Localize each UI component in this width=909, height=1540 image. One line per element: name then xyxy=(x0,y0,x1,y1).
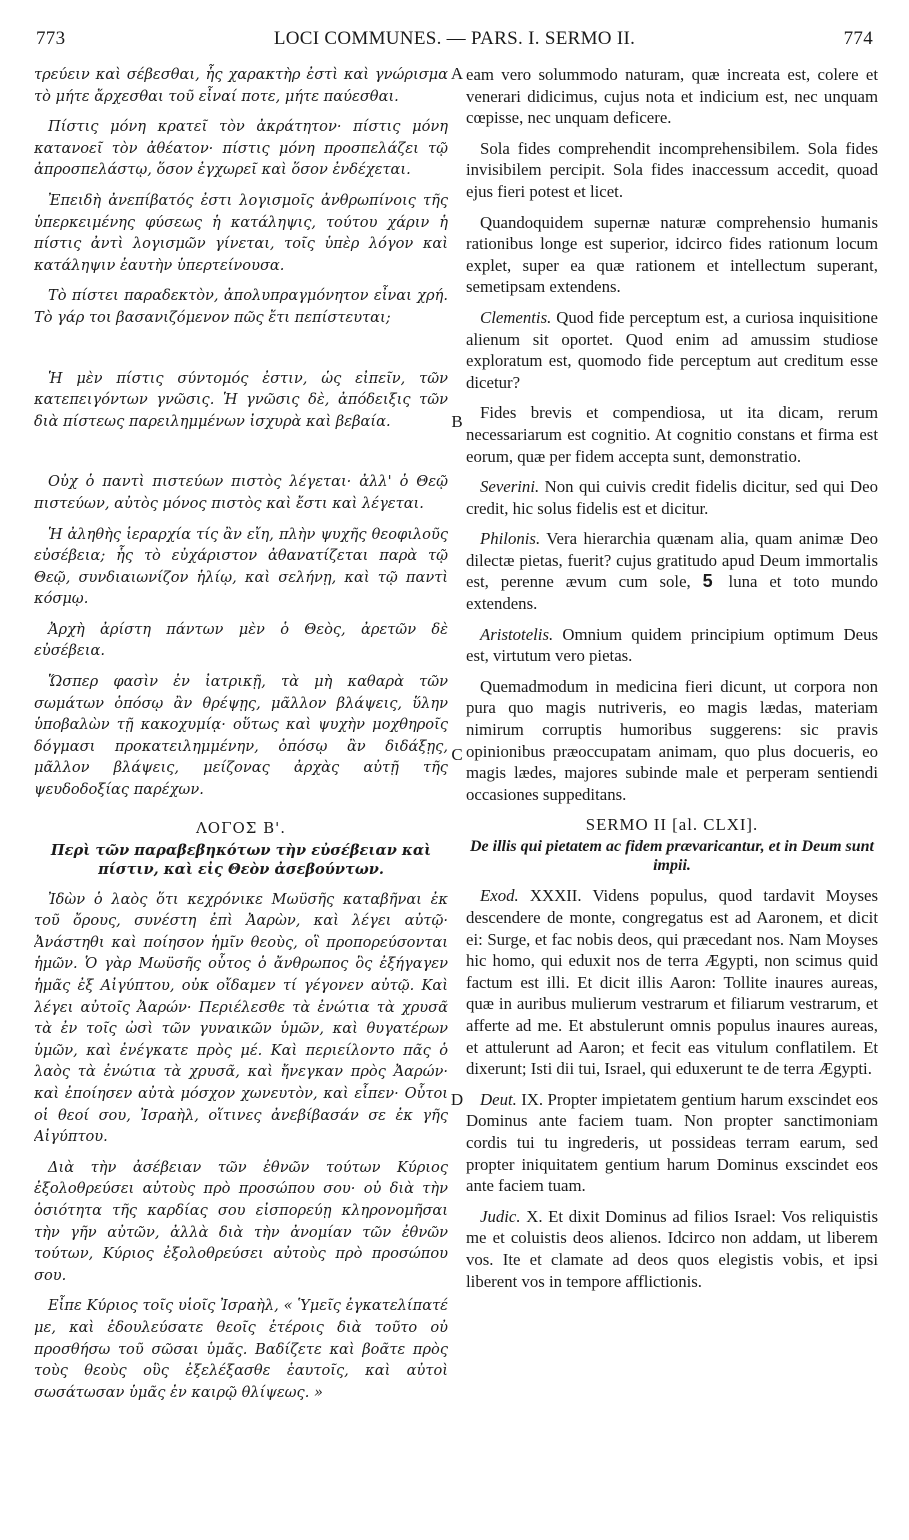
latin-paragraph xyxy=(466,624,878,667)
section-heading-greek: ΛΟΓΟΣ Β'. xyxy=(195,818,287,837)
margin-marker-b: B xyxy=(451,412,463,431)
column-gap xyxy=(34,441,448,471)
latin-paragraph xyxy=(466,528,878,614)
greek-paragraph: τρεύειν καὶ σέβεσθαι, ἧς χαρακτὴρ ἐστὶ καὶ γνώρισμα τὸ μήτε ἄρχεσθαι τοῦ εἶναί ποτε, μήτε παύεσθαι. xyxy=(34,66,448,105)
latin-paragraph: Sola fides comprehendit incomprehensibilem. Sola fides invisibilem percipit. Sola fides inaccessum accedit, quoad ejus fieri potest et licet. xyxy=(466,138,878,201)
latin-paragraph: Quandoquidem supernæ naturæ comprehensio humanis rationibus longe est superior, idcirco fides rationum locum explet, super ea quæ rationem et intellectum superant, semetipsam extendens. xyxy=(466,212,878,297)
source-attribution: Clementis. xyxy=(480,307,552,327)
margin-marker-a: A xyxy=(450,64,464,83)
section-subheading-latin: De illis qui pietatem ac fidem prævaricantur, et in Deum sunt impii. xyxy=(469,838,874,875)
source-attribution: Exod. xyxy=(480,886,519,906)
page-number-left: 773 xyxy=(36,28,66,49)
section-heading-latin: SERMO II [al. CLXI]. xyxy=(585,815,759,835)
latin-column xyxy=(466,64,878,1530)
source-attribution: Philonis. xyxy=(480,529,541,549)
greek-paragraph: Ὥσπερ φασὶν ἐν ἰατρικῇ, τὰ μὴ καθαρὰ τῶν σωμάτων ὁπόσῳ ἂν θρέψῃς, μᾶλλον βλάψεις, ὕλην ὑποβαλὼν τῇ κακοχυμίᾳ· οὕτως καὶ ψυχὴν μοχθηροῖς δόγμασι προκατειλημμένην, ὁπόσῳ ἂν διδάξῃς, μᾶλλον βλάψεις, μείζονας ἀρχὰς αὐτῇ τῆς ψευδοδοξίας παρέχων. xyxy=(34,673,448,799)
greek-paragraph: Εἶπε Κύριος τοῖς υἱοῖς Ἰσραὴλ, « Ὑμεῖς ἐγκατελίπατέ με, καὶ ἐδουλεύσατε θεοῖς ἑτέροις διὰ τοῦτο οὐ προσθήσω τοῦ σῶσαι ὑμᾶς. Βαδίζετε καὶ βοᾶτε πρὸς τοὺς θεοὺς οὓς ἐξελέξασθε ἑαυτοῖς, καὶ αὐτοὶ σωσάτωσαν ὑμᾶς ἐν καιρῷ θλίψεως. » xyxy=(34,1297,448,1401)
latin-text: luna et toto mundo extendens. xyxy=(466,572,878,614)
latin-paragraph: eam vero solummodo naturam, quæ increata est, colere et venerari didicimus, cujus nota et indicium est, nec unquam cœpisse, nec unquam deficere. xyxy=(466,65,878,128)
latin-text: IX. Propter impietatem gentium harum exscindet eos Dominus ante faciem tuam. Non propter sanctimoniam cordis tui tu ingrederis, ut possideas terram earum, sed propter iniquitatem gentium harum Dominus exscindet eos ante faciem tuam. xyxy=(466,1089,878,1196)
latin-paragraph xyxy=(466,1206,878,1292)
source-attribution: Deut. xyxy=(480,1089,517,1109)
latin-text: Quod fide perceptum est, a curiosa inquisitione alienum sit oportet. Quod enim ad amussim studiose exploratum est, quomodo fide perceptum aut creditum esse dicetur? xyxy=(466,307,878,392)
greek-paragraph: Ἡ μὲν πίστις σύντομός ἐστιν, ὡς εἰπεῖν, τῶν κατεπειγόντων γνῶσις. Ἡ γνῶσις δὲ, ἀπόδειξις τῶν διὰ πίστεως παρειλημμένων ἰσχυρὰ καὶ βεβαία. xyxy=(34,369,448,430)
column-gap xyxy=(34,338,448,368)
latin-text: Non qui cuivis credit fidelis dicitur, sed qui Deo credit, hic solus fidelis est et dicitur. xyxy=(466,477,878,518)
greek-paragraph: Ἰδὼν ὁ λαὸς ὅτι κεχρόνικε Μωϋσῆς καταβῆναι ἐκ τοῦ ὄρους, συνέστη ἐπὶ Ἀαρὼν, καὶ λέγει αὐτῷ· Ἀνάστηθι καὶ ποίησον ἡμῖν θεοὺς, οἳ προπορεύσονται ἡμῶν. Ὁ γὰρ Μωϋσῆς οὗτος ὁ ἄνθρωπος ὃς ἐξήγαγεν ἡμᾶς ἐξ Αἰγύπτου, οὐκ οἴδαμεν τί γέγονεν αὐτῷ. Καὶ λέγει αὐτοῖς Ἀαρών· Περιέλεσθε τὰ ἐνώτια τὰ χρυσᾶ τὰ ἐν τοῖς ὠσὶ τῶν γυναικῶν ὑμῶν, καὶ θυγατέρων ὑμῶν, καὶ ἐνέγκατε πρὸς μέ. Καὶ περιείλοντο πᾶς ὁ λαὸς τὰ ἐνώτια τὰ χρυσᾶ, καὶ ἤνεγκαν πρὸς Ἀαρών· καὶ ἐποίησεν αὐτὰ μόσχον χωνευτὸν, καὶ εἶπεν· Οὗτοι οἱ θεοί σου, Ἰσραὴλ, οἵτινες ἀνεβίβασάν σε ἐκ γῆς Αἰγύπτου. xyxy=(34,890,448,1146)
source-attribution: Aristotelis. xyxy=(480,624,554,644)
latin-text: X. Et dixit Dominus ad filios Israel: Vos reliquistis me et coluistis deos alienos. Idcirco non addam, ut liberem vos. Ite et clamate ad deos quos elegistis vobis, et ipsi liberent vos in tempore afflictionis. xyxy=(466,1206,878,1291)
latin-text: Vera hierarchia quænam alia, quam animæ Deo dilectæ pietas, fuerit? cujus gratitudo apud Deum immortalis est, perenne ævum cum sole, xyxy=(466,529,878,592)
source-attribution: Judic. xyxy=(480,1206,521,1226)
latin-paragraph: Fides brevis et compendiosa, ut ita dicam, rerum necessariarum est cognitio. At cognitio constans et firma est eorum, quæ per fidem accepta sunt, demonstratio. xyxy=(466,403,878,466)
greek-paragraph: Διὰ τὴν ἀσέβειαν τῶν ἐθνῶν τούτων Κύριος ἐξολοθρεύσει αὐτοὺς πρὸ προσώπου σου· οὐ διὰ τὴν ὁσιότητα τῆς καρδίας σου εἰσπορεύῃ κληρονομῆσαι τὴν γῆν αὐτῶν, ἀλλὰ διὰ τὴν ἀνομίαν τῶν ἐθνῶν τούτων, Κύριος ἐξολοθρεύσει αὐτοὺς πρὸ προσώπου σου. xyxy=(34,1158,448,1284)
latin-text: Omnium quidem principium optimum Deus est, virtutum vero pietas. xyxy=(466,624,878,666)
greek-paragraph: Οὐχ ὁ παντὶ πιστεύων πιστὸς λέγεται· ἀλλ' ὁ Θεῷ πιστεύων, αὐτὸς μόνος πιστὸς καὶ ἔστι καὶ λέγεται. xyxy=(34,473,448,512)
latin-paragraph xyxy=(466,1089,878,1197)
page-number-right: 774 xyxy=(843,28,873,49)
greek-paragraph: Ἡ ἀληθὴς ἱεραρχία τίς ἂν εἴη, πλὴν ψυχῆς θεοφιλοῦς εὐσέβεια; ἧς τὸ εὐχάριστον ἀθανατίζεται παρὰ τῷ Θεῷ, συνδιαιωνίζον ἡλίῳ, καὶ σελήνῃ, καὶ τῷ παντὶ κόσμῳ. xyxy=(34,525,448,608)
source-attribution: Severini. xyxy=(480,477,540,497)
greek-paragraph: Πίστις μόνη κρατεῖ τὸν ἀκράτητον· πίστις μόνη κατανοεῖ τὸν ἀθέατον· πίστις μόνη προσπελάζει τῷ ἀπροσπελάστῳ, ὅσον ἐγχωρεῖ καὶ ὅσον ἐνδέχεται. xyxy=(34,118,448,179)
margin-marker-d: D xyxy=(450,1090,464,1109)
section-subheading-greek: Περὶ τῶν παραβεβηκότων τὴν εὐσέβειαν καὶ πίστιν, καὶ εἰς Θεὸν ἀσεβούντων. xyxy=(50,841,432,878)
line-number: 5 xyxy=(702,571,713,592)
margin-marker-c: C xyxy=(451,745,463,764)
greek-paragraph: Ἀρχὴ ἀρίστη πάντων μὲν ὁ Θεὸς, ἀρετῶν δὲ εὐσέβεια. xyxy=(34,620,448,660)
greek-paragraph: Ἐπειδὴ ἀνεπίβατός ἐστι λογισμοῖς ἀνθρωπίνοις τῆς ὑπερκειμένης φύσεως ἡ κατάληψις, τούτου χάριν ἡ πίστις ἀντὶ λογισμῶν γίνεται, τοῖς ὑπὲρ λόγον καὶ κατάληψιν ἑαυτὴν ὑπερτείνουσα. xyxy=(34,191,448,274)
greek-paragraph: Τὸ πίστει παραδεκτὸν, ἀπολυπραγμόνητον εἶναι χρή. Τὸ γάρ τοι βασανιζόμενον πῶς ἔτι πεπίστευται; xyxy=(34,287,448,326)
latin-paragraph xyxy=(466,476,878,519)
running-title: LOCI COMMUNES. — PARS. I. SERMO II. xyxy=(273,28,636,49)
latin-paragraph xyxy=(466,307,878,393)
running-header xyxy=(28,28,881,58)
latin-paragraph xyxy=(466,885,878,1079)
latin-text: XXXII. Videns populus, quod tardavit Moyses descendere de monte, congregatus est ad Aaronem, et dicit ei: Surge, et fac nobis deos, qui præcedant nos. Nam Moyses hic homo, qui eduxit nos de terra Ægypti, non scimus quid factum est illi. Et dicit illis Aaron: Tollite inaures aureas, quæ in auribus mulierum vestrarum et filiarum vestrarum, et afferte ad me. Et abstulerunt omnis populus inaures aureas, et attulerunt ad Aaron; et fecit eas vitulum conflatilem. Et dixerunt; Isti dii tui, Israel, qui eduxerunt te de terra Ægypti. xyxy=(466,886,878,1079)
greek-column xyxy=(34,64,448,1530)
latin-paragraph: Quemadmodum in medicina fieri dicunt, ut corpora non pura quo magis nutriveris, eo magis lædas, materiam nimirum corruptis humoribus suggerens: sic pravis opinionibus præoccupatam animam, quo plus docueris, eo magis lædes, majores subinde male et perperam sentiendi occasiones suppeditans. xyxy=(466,676,878,804)
